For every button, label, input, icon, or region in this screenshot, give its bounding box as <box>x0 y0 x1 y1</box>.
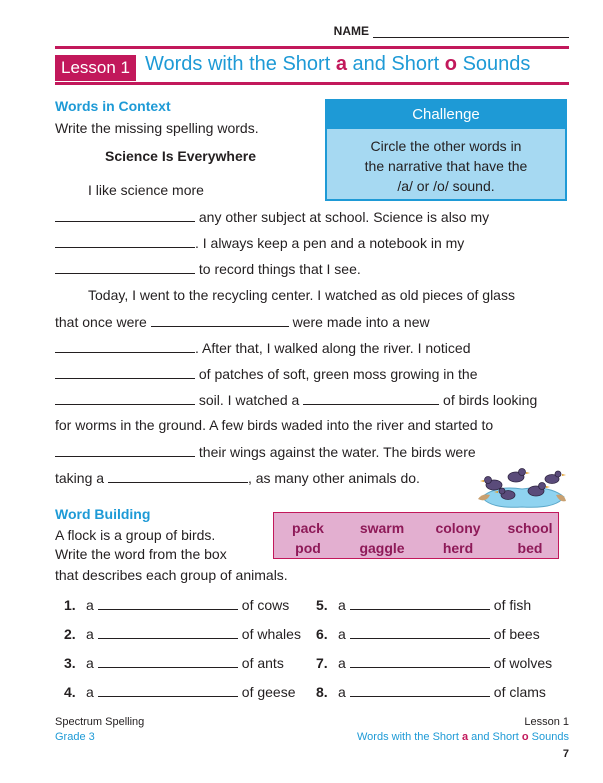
wb-instruction-line: A flock is a group of birds. <box>55 527 216 543</box>
item-article: a <box>86 597 94 613</box>
story-line <box>55 469 420 486</box>
story-text-segment: soil. I watched a <box>195 392 304 408</box>
answer-blank[interactable] <box>151 313 289 327</box>
answer-blank[interactable] <box>55 443 195 457</box>
story-text-segment: . After that, I walked along the river. I noticed <box>195 340 471 356</box>
word-building-item <box>64 683 296 700</box>
challenge-line: /a/ or /o/ sound. <box>397 178 495 194</box>
story-title: Science Is Everywhere <box>105 148 256 164</box>
story-text-segment: of patches of soft, green moss growing in the <box>195 366 478 382</box>
story-text-segment: for worms in the ground. A few birds waded into the river and started to <box>55 417 494 433</box>
word-building-item <box>316 654 552 671</box>
footer-title-part: and Short <box>468 731 522 743</box>
word-building-item <box>64 625 301 642</box>
footer-grade: Grade 3 <box>55 731 95 743</box>
story-text-segment: of birds looking <box>439 392 538 408</box>
answer-blank[interactable] <box>55 365 195 379</box>
item-number: 6. <box>316 626 328 642</box>
challenge-text <box>327 129 565 196</box>
lesson-title <box>145 53 530 76</box>
box-word: bed <box>517 540 543 556</box>
item-group-text: of wolves <box>493 655 553 671</box>
answer-blank[interactable] <box>98 683 238 697</box>
context-instruction: Write the missing spelling words. <box>55 120 259 136</box>
item-group-text: of geese <box>241 684 296 700</box>
footer-publisher: Spectrum Spelling <box>55 716 145 728</box>
lesson-title-part: Words with the Short <box>145 53 336 75</box>
box-word: herd <box>442 540 474 556</box>
answer-blank[interactable] <box>55 339 195 353</box>
item-number: 1. <box>64 597 76 613</box>
challenge-heading: Challenge <box>327 101 565 129</box>
wb-instruction-line: that describes each group of animals. <box>55 567 288 583</box>
story-line <box>55 443 476 460</box>
box-word: pod <box>295 540 321 556</box>
story-line <box>55 365 478 382</box>
answer-blank[interactable] <box>98 625 238 639</box>
lesson-title-letter-a: a <box>335 53 347 75</box>
item-number: 5. <box>316 597 328 613</box>
lesson-badge: Lesson 1 <box>55 55 136 81</box>
answer-blank[interactable] <box>303 391 439 405</box>
item-article: a <box>338 684 346 700</box>
box-word: school <box>507 520 553 536</box>
name-field <box>334 24 569 38</box>
answer-blank[interactable] <box>350 596 490 610</box>
box-word: pack <box>292 520 324 536</box>
story-text-segment: any other subject at school. Science is also my <box>195 209 490 225</box>
box-word: swarm <box>359 520 405 536</box>
story-text-segment: I like science more <box>88 182 204 198</box>
story-line <box>55 339 471 356</box>
answer-blank[interactable] <box>350 654 490 668</box>
answer-blank[interactable] <box>98 654 238 668</box>
word-building-item <box>64 654 284 671</box>
story-line <box>55 417 493 433</box>
story-line <box>55 313 430 330</box>
story-line <box>55 208 489 225</box>
story-text-segment: were made into a new <box>288 314 430 330</box>
answer-blank[interactable] <box>55 391 195 405</box>
item-number: 7. <box>316 655 328 671</box>
item-group-text: of bees <box>493 626 540 642</box>
word-building-item <box>64 596 289 613</box>
item-article: a <box>338 626 346 642</box>
story-line <box>55 391 537 408</box>
lesson-title-part: and Short <box>346 53 445 75</box>
story-text-segment: to record things that I see. <box>195 261 361 277</box>
story-text-segment: taking a <box>55 470 108 486</box>
story-text-segment: . I always keep a pen and a notebook in my <box>195 235 465 251</box>
name-line <box>373 25 569 38</box>
answer-blank[interactable] <box>55 208 195 222</box>
name-label: NAME <box>333 24 369 38</box>
item-article: a <box>86 626 94 642</box>
story-text-segment: that once were <box>55 314 151 330</box>
birds-illustration <box>476 455 568 511</box>
footer-letter-o: o <box>521 731 529 743</box>
title-rule <box>55 82 569 85</box>
box-word: colony <box>435 520 481 536</box>
item-number: 8. <box>316 684 328 700</box>
story-line <box>88 182 204 198</box>
challenge-line: Circle the other words in <box>370 138 522 154</box>
page-number: 7 <box>562 748 569 760</box>
answer-blank[interactable] <box>55 260 195 274</box>
footer-title-part: Words with the Short <box>356 731 462 743</box>
answer-blank[interactable] <box>350 625 490 639</box>
word-building-item <box>316 625 540 642</box>
challenge-line: the narrative that have the <box>364 158 528 174</box>
top-rule <box>55 46 569 49</box>
item-number: 2. <box>64 626 76 642</box>
story-text-segment: their wings against the water. The birds were <box>195 444 476 460</box>
word-building-heading: Word Building <box>55 506 151 522</box>
answer-blank[interactable] <box>350 683 490 697</box>
item-article: a <box>338 655 346 671</box>
story-line <box>55 234 464 251</box>
item-article: a <box>86 684 94 700</box>
item-article: a <box>338 597 346 613</box>
footer-lesson: Lesson 1 <box>524 716 569 728</box>
story-line <box>55 260 361 277</box>
word-building-item <box>316 596 531 613</box>
item-group-text: of cows <box>241 597 290 613</box>
word-building-item <box>316 683 546 700</box>
item-article: a <box>86 655 94 671</box>
footer-title <box>357 731 569 743</box>
item-group-text: of clams <box>493 684 546 700</box>
answer-blank[interactable] <box>108 469 248 483</box>
item-number: 3. <box>64 655 76 671</box>
footer-title-part: Sounds <box>528 731 569 743</box>
lesson-title-letter-o: o <box>444 53 458 75</box>
story-line <box>88 287 515 303</box>
wb-instruction-line: Write the word from the box <box>55 546 227 562</box>
story-text-segment: , as many other animals do. <box>247 470 420 486</box>
answer-blank[interactable] <box>55 234 195 248</box>
answer-blank[interactable] <box>98 596 238 610</box>
lesson-title-part: Sounds <box>457 53 531 75</box>
item-number: 4. <box>64 684 76 700</box>
box-word: gaggle <box>359 540 405 556</box>
item-group-text: of ants <box>241 655 284 671</box>
story-text-segment: Today, I went to the recycling center. I watched as old pieces of glass <box>88 287 515 303</box>
footer-letter-a: a <box>461 731 469 743</box>
words-in-context-heading: Words in Context <box>55 98 171 114</box>
word-box <box>273 512 559 559</box>
item-group-text: of fish <box>493 597 532 613</box>
item-group-text: of whales <box>241 626 301 642</box>
challenge-box <box>325 99 567 201</box>
